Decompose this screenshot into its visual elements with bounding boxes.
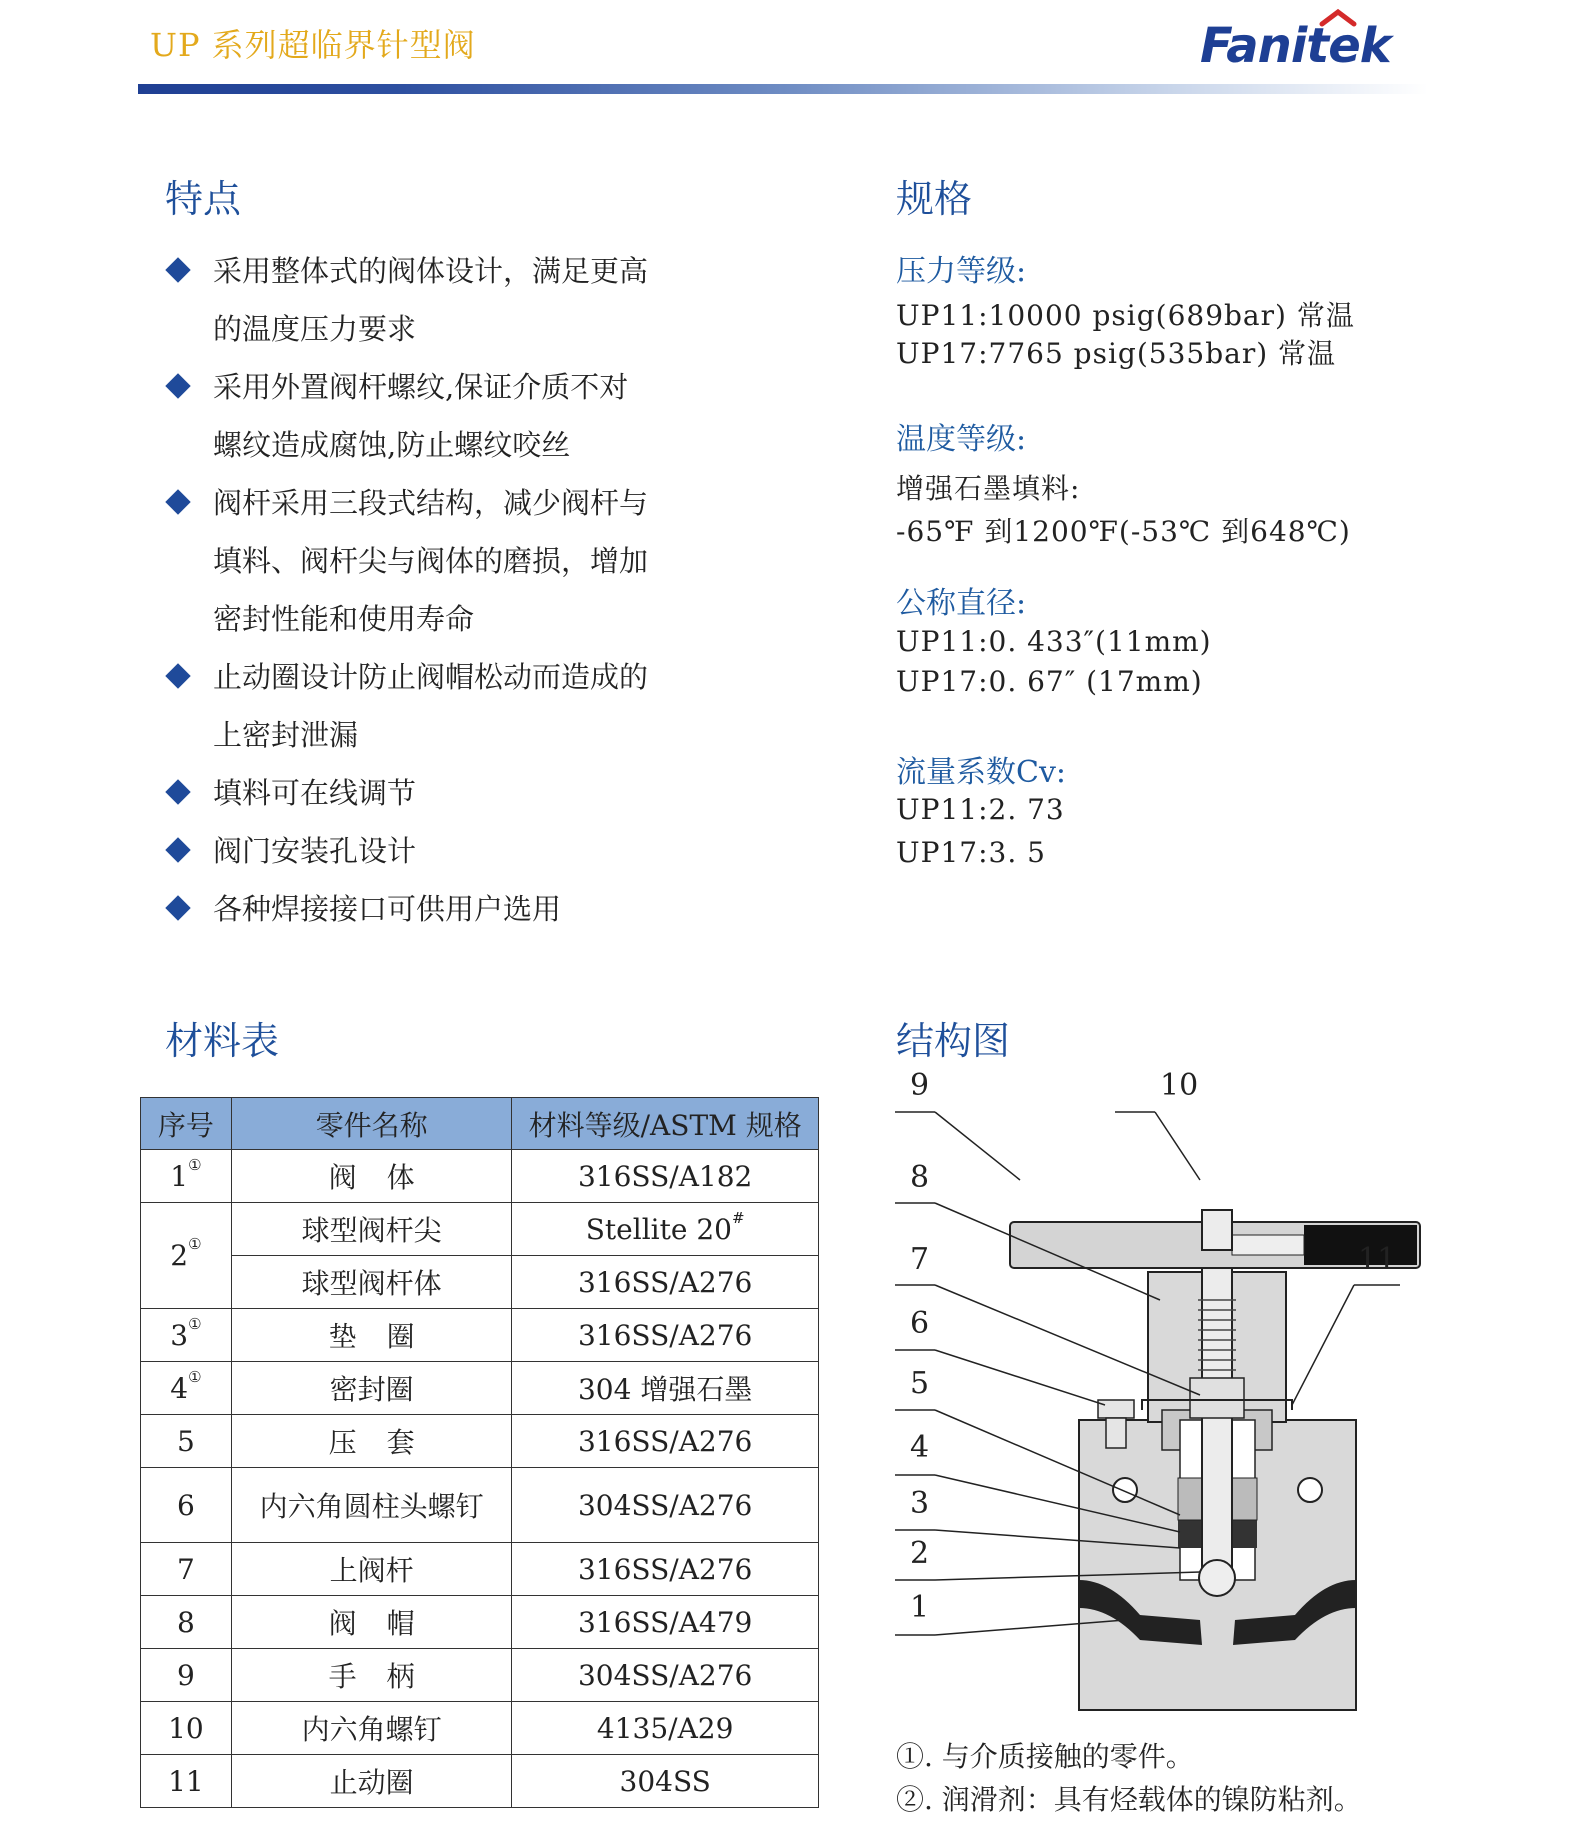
diamond-bullet-icon: [165, 489, 190, 514]
part-name: 手柄: [231, 1649, 511, 1702]
ball-stem-tip: [1199, 1560, 1235, 1596]
specs-title: 规格: [896, 177, 973, 221]
temperature-label: 温度等级:: [896, 422, 1027, 457]
part-material: 316SS/A276: [512, 1543, 819, 1596]
callout-10: 10: [1160, 1068, 1199, 1103]
part-name: 密封圈: [231, 1362, 511, 1415]
part-number: 4①: [141, 1362, 232, 1415]
diameter-line: UP11:0. 433″(11mm): [896, 625, 1212, 658]
part-number: 1①: [141, 1150, 232, 1203]
materials-title: 材料表: [165, 1019, 280, 1063]
set-screw: [1232, 1235, 1304, 1255]
features-title: 特点: [165, 177, 242, 221]
table-row: [141, 1415, 819, 1468]
materials-table: [140, 1097, 819, 1808]
column-header: 材料等级/ASTM 规格: [512, 1098, 819, 1150]
part-number: 3①: [141, 1309, 232, 1362]
part-name: 阀体: [231, 1150, 511, 1203]
cv-label: 流量系数Cv:: [896, 755, 1067, 790]
part-number: 2①: [141, 1203, 232, 1309]
mounting-hole: [1113, 1478, 1137, 1502]
feature-item: 止动圈设计防止阀帽松动而造成的 上密封泄漏: [165, 648, 725, 764]
part-material: 304SS/A276: [512, 1468, 819, 1543]
part-name: 止动圈: [231, 1755, 511, 1808]
table-row: [141, 1702, 819, 1755]
stem-top: [1202, 1210, 1232, 1250]
table-row: [141, 1309, 819, 1362]
part-material: 316SS/A276: [512, 1256, 819, 1309]
feature-item: 填料可在线调节: [165, 764, 725, 822]
mounting-hole: [1298, 1478, 1322, 1502]
feature-item: 阀门安装孔设计: [165, 822, 725, 880]
pressure-label: 压力等级:: [896, 254, 1027, 289]
temperature-line: 增强石墨填料:: [896, 472, 1081, 505]
callout-5: 5: [910, 1366, 930, 1401]
part-number: 10: [141, 1702, 232, 1755]
footnote: ②. 润滑剂：具有烃载体的镍防粘剂。: [896, 1783, 1362, 1816]
cap-screw-head: [1098, 1400, 1134, 1418]
part-number: 9: [141, 1649, 232, 1702]
pressure-line: UP11:10000 psig(689bar) 常温: [896, 299, 1355, 332]
part-name: 球型阀杆尖: [231, 1203, 511, 1256]
part-name: 阀帽: [231, 1596, 511, 1649]
feature-item: 各种焊接接口可供用户选用: [165, 880, 725, 938]
table-row: [141, 1468, 819, 1543]
part-name: 垫圈: [231, 1309, 511, 1362]
feature-item: 采用整体式的阀体设计，满足更高 的温度压力要求: [165, 242, 725, 358]
document-title: UP 系列超临界针型阀: [150, 26, 476, 64]
header-divider: [138, 84, 1428, 94]
footnote: ①. 与介质接触的零件。: [896, 1740, 1194, 1773]
callout-7: 7: [910, 1242, 930, 1277]
callout-8: 8: [910, 1160, 930, 1195]
part-name: 上阀杆: [231, 1543, 511, 1596]
diamond-bullet-icon: [165, 779, 190, 804]
part-material: 304 增强石墨: [512, 1362, 819, 1415]
valve-structure-diagram: [880, 1060, 1440, 1730]
part-material: 316SS/A182: [512, 1150, 819, 1203]
feature-list: [165, 242, 725, 938]
structure-title: 结构图: [896, 1019, 1011, 1063]
column-header: 序号: [141, 1098, 232, 1150]
callout-9: 9: [910, 1068, 930, 1103]
logo-swoosh-icon: [1318, 6, 1358, 28]
part-material: 4135/A29: [512, 1702, 819, 1755]
feature-item: 采用外置阀杆螺纹,保证介质不对 螺纹造成腐蚀,防止螺纹咬丝: [165, 358, 725, 474]
part-name: 内六角圆柱头螺钉: [231, 1468, 511, 1543]
column-header: 零件名称: [231, 1098, 511, 1150]
table-row: [141, 1596, 819, 1649]
callout-3: 3: [910, 1486, 930, 1521]
diameter-line: UP17:0. 67″ (17mm): [896, 665, 1203, 698]
part-material: 316SS/A276: [512, 1415, 819, 1468]
stem-collar: [1190, 1378, 1244, 1418]
part-material: 304SS/A276: [512, 1649, 819, 1702]
table-row: [141, 1543, 819, 1596]
part-material: 304SS: [512, 1755, 819, 1808]
callout-6: 6: [910, 1306, 930, 1341]
table-header-row: [141, 1098, 819, 1150]
part-number: 8: [141, 1596, 232, 1649]
pressure-line: UP17:7765 psig(535bar) 常温: [896, 337, 1337, 370]
diamond-bullet-icon: [165, 373, 190, 398]
table-row: [141, 1362, 819, 1415]
diamond-bullet-icon: [165, 257, 190, 282]
part-number: 5: [141, 1415, 232, 1468]
part-material: 316SS/A276: [512, 1309, 819, 1362]
diamond-bullet-icon: [165, 837, 190, 862]
part-material: 316SS/A479: [512, 1596, 819, 1649]
cv-line: UP17:3. 5: [896, 836, 1046, 869]
part-number: 7: [141, 1543, 232, 1596]
feature-item: 阀杆采用三段式结构，减少阀杆与 填料、阀杆尖与阀体的磨损，增加 密封性能和使用寿命: [165, 474, 725, 648]
table-row: [141, 1203, 819, 1256]
callout-2: 2: [910, 1536, 930, 1571]
callout-4: 4: [910, 1430, 930, 1465]
table-row: [141, 1150, 819, 1203]
table-row: [141, 1755, 819, 1808]
cv-line: UP11:2. 73: [896, 793, 1065, 826]
part-name: 球型阀杆体: [231, 1256, 511, 1309]
diameter-label: 公称直径:: [896, 586, 1027, 621]
table-row: [141, 1649, 819, 1702]
cap-screw-shank: [1106, 1418, 1126, 1448]
part-name: 内六角螺钉: [231, 1702, 511, 1755]
part-number: 6: [141, 1468, 232, 1543]
diamond-bullet-icon: [165, 895, 190, 920]
part-number: 11: [141, 1755, 232, 1808]
part-material: Stellite 20#: [512, 1203, 819, 1256]
table-row: [141, 1256, 819, 1309]
temperature-line: -65℉ 到1200℉(-53℃ 到648℃): [896, 515, 1351, 548]
part-name: 压套: [231, 1415, 511, 1468]
callout-1: 1: [910, 1590, 930, 1625]
brand-logo: Fanitek: [1200, 18, 1391, 74]
diamond-bullet-icon: [165, 663, 190, 688]
callout-11: 11: [1358, 1242, 1397, 1277]
